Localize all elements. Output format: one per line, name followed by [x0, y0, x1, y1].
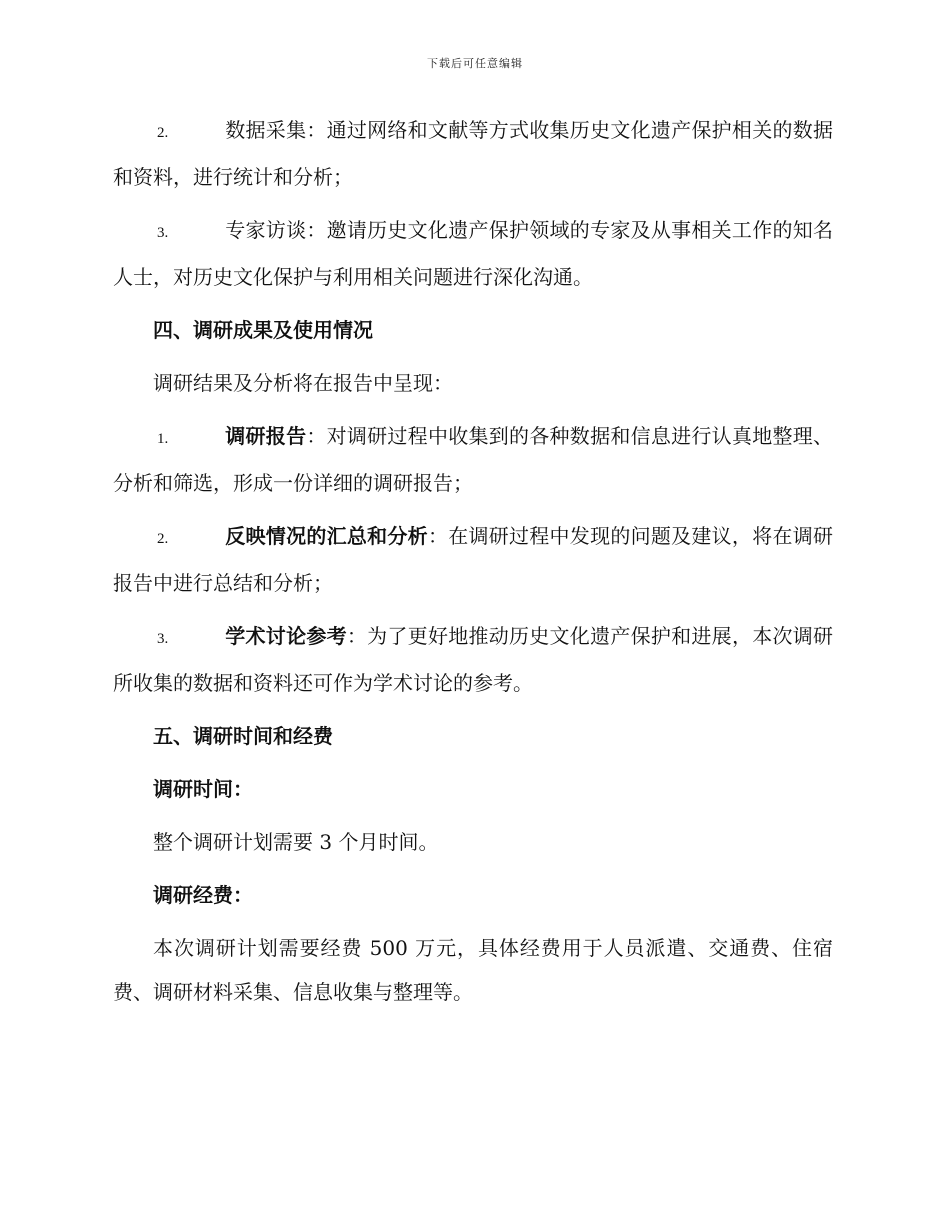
list-number: 3. — [157, 225, 169, 241]
header-note: 下载后可任意编辑 — [427, 57, 523, 70]
list-item — [113, 108, 833, 199]
section-4-intro: 调研结果及分析将在报告中呈现： — [153, 371, 453, 395]
list-text: ：对调研过程中收集到的各种数据和信息进行认真地整理、分析和筛选，形成一份详细的调研报告； — [113, 424, 834, 495]
list-number: 2. — [157, 125, 169, 141]
list-item — [113, 414, 833, 505]
list-term: 调研报告 — [225, 424, 307, 448]
section-heading-5: 五、调研时间和经费 — [153, 724, 333, 748]
list-text: ：为了更好地推动历史文化遗产保护和进展，本次调研所收集的数据和资料还可作为学术讨论的参考。 — [113, 624, 834, 695]
list-number: 2. — [157, 531, 169, 547]
list-term: 反映情况的汇总和分析 — [225, 524, 428, 548]
list-text: 数据采集：通过网络和文献等方式收集历史文化遗产保护相关的数据和资料，进行统计和分析； — [113, 118, 833, 189]
list-item — [113, 514, 833, 605]
budget-text: 本次调研计划需要经费 500 万元，具体经费用于人员派遣、交通费、住宿费、调研材料采集、信息收集与整理等。 — [113, 936, 833, 1004]
document-body — [113, 108, 833, 1023]
list-number: 3. — [157, 631, 169, 647]
section-heading-4: 四、调研成果及使用情况 — [153, 318, 373, 342]
list-item — [113, 208, 833, 299]
time-label: 调研时间： — [153, 777, 253, 801]
list-text: 专家访谈：邀请历史文化遗产保护领域的专家及从事相关工作的知名人士，对历史文化保护与利用相关问题进行深化沟通。 — [113, 218, 833, 289]
list-term: 学术讨论参考 — [225, 624, 347, 648]
list-item — [113, 614, 833, 705]
list-number: 1. — [157, 431, 169, 447]
budget-label: 调研经费： — [153, 883, 253, 907]
time-text: 整个调研计划需要 3 个月时间。 — [153, 830, 439, 854]
list-text: ：在调研过程中发现的问题及建议，将在调研报告中进行总结和分析； — [113, 524, 834, 595]
